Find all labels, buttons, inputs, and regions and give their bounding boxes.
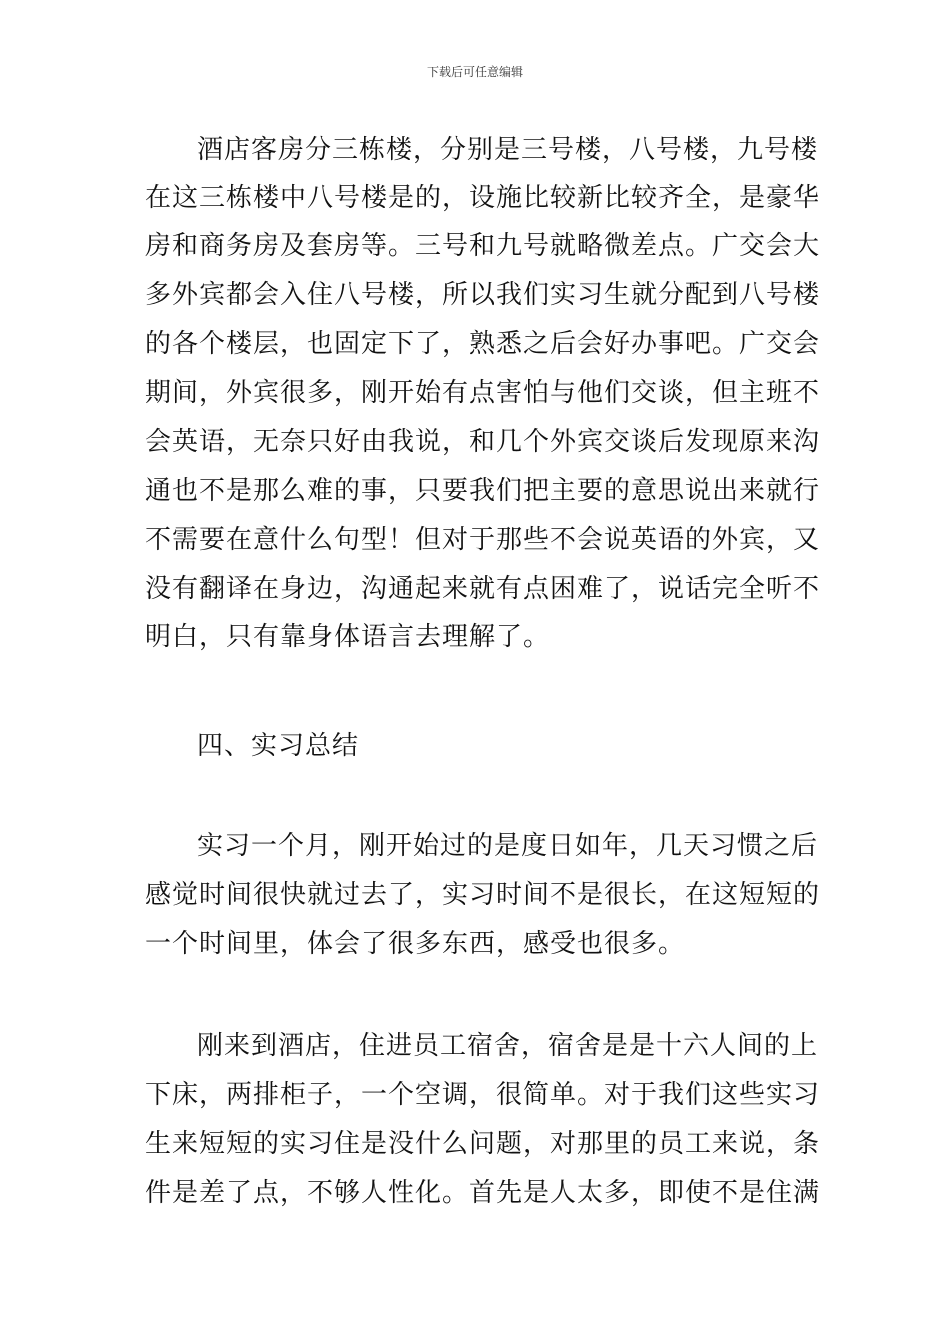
- text-line: 感觉时间很快就过去了，实习时间不是很长，在这短短的: [145, 880, 821, 910]
- section-heading: 四、实习总结: [197, 731, 360, 761]
- text-line: 件是差了点，不够人性化。首先是人太多，即使不是住满: [145, 1178, 821, 1208]
- text-line: 房和商务房及套房等。三号和九号就略微差点。广交会大: [145, 231, 821, 261]
- text-line: 不需要在意什么句型！但对于那些不会说英语的外宾，又: [145, 525, 821, 555]
- text-line: 明白，只有靠身体语言去理解了。: [145, 622, 551, 652]
- text-line: 酒店客房分三栋楼，分别是三号楼，八号楼，九号楼: [197, 135, 819, 165]
- text-line: 多外宾都会入住八号楼，所以我们实习生就分配到八号楼: [145, 280, 821, 310]
- text-line: 实习一个月，刚开始过的是度日如年，几天习惯之后: [197, 831, 819, 861]
- text-line: 期间，外宾很多，刚开始有点害怕与他们交谈，但主班不: [145, 378, 821, 408]
- text-line: 通也不是那么难的事，只要我们把主要的意思说出来就行: [145, 476, 821, 506]
- text-line: 会英语，无奈只好由我说，和几个外宾交谈后发现原来沟: [145, 427, 821, 457]
- page-header: 下载后可任意编辑: [426, 65, 523, 79]
- text-line: 生来短短的实习住是没什么问题，对那里的员工来说，条: [145, 1129, 821, 1159]
- text-line: 刚来到酒店，住进员工宿舍，宿舍是是十六人间的上: [197, 1031, 819, 1061]
- text-line: 没有翻译在身边，沟通起来就有点困难了，说话完全听不: [145, 574, 821, 604]
- text-line: 一个时间里，体会了很多东西，感受也很多。: [145, 929, 686, 959]
- text-line: 的各个楼层，也固定下了，熟悉之后会好办事吧。广交会: [145, 329, 821, 359]
- text-line: 在这三栋楼中八号楼是的，设施比较新比较齐全，是豪华: [145, 183, 821, 213]
- text-line: 下床，两排柜子，一个空调，很简单。对于我们这些实习: [145, 1080, 821, 1110]
